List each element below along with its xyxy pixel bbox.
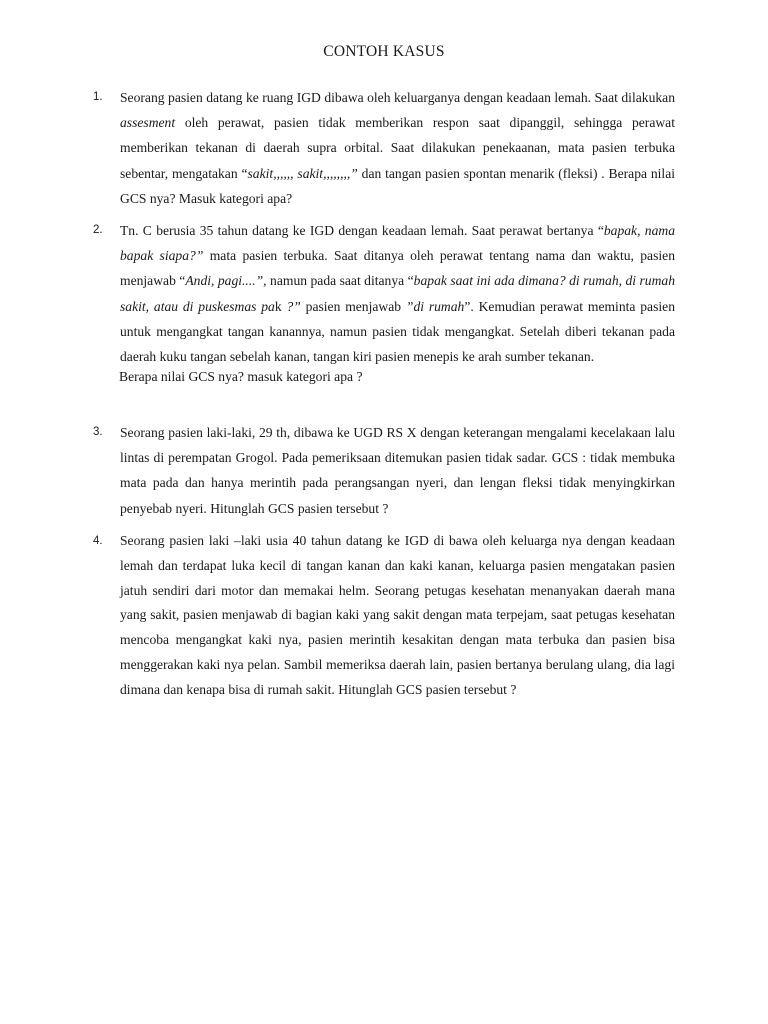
case-question: Berapa nilai GCS nya? masuk kategori apa ? (119, 369, 363, 385)
case-number: 4. (93, 535, 103, 547)
case-number: 2. (93, 224, 103, 236)
case-number: 3. (93, 426, 103, 438)
case-paragraph: Seorang pasien laki-laki, 29 th, dibawa ke UGD RS X dengan keterangan mengalami kecelakaan lalu lintas di perempatan Grogol. Pada pemeriksaan ditemukan pasien tidak sadar. GCS : tidak membuka mata pada dan hanya merintih pada perangsangan nyeri, dan lengan fleksi tidak menyingkirkan penyebab nyeri. Hitunglah GCS pasien tersebut ? (120, 425, 675, 516)
case-text: ”. Kemudian perawat meminta pasien untuk mengangkat tangan kanannya, namun pasien tidak mengangkat. Setelah diberi tekanan pada daerah kuku tangan sebelah kanan, tangan kiri pasien menepis ke arah sumber tekanan. (120, 298, 675, 365)
case-text: Tn. C berusia 35 tahun datang ke IGD dengan keadaan lemah. Saat perawat bertanya “ (120, 223, 604, 238)
case-emphasis: ?” (286, 298, 301, 314)
case-text: dan tangan pasien spontan menarik (fleksi) . Berapa nilai GCS nya? Masuk kategori apa? (120, 165, 676, 206)
case-emphasis: bapak saat ini ada dimana? di rumah, di rumah sakit, atau di puskesmas pa (120, 273, 675, 314)
case-emphasis: sakit,,,,,, sakit,,,,,,,,” (247, 165, 358, 181)
case-text: namun pada saat ditanya “ (266, 273, 414, 289)
case-emphasis: Andi, pagi....”, (185, 273, 267, 289)
case-emphasis: bapak, nama bapak siapa?” (120, 223, 675, 264)
case-body (120, 85, 675, 211)
page-title: CONTOH KASUS (323, 43, 445, 60)
case-text: Seorang pasien datang ke ruang IGD dibawa oleh keluarganya dengan keadaan lemah. Saat dilakukan (120, 90, 675, 105)
case-body (120, 420, 675, 521)
case-text: pasien menjawab (300, 298, 406, 314)
case-body (120, 218, 675, 385)
case-number: 1. (93, 91, 103, 103)
case-emphasis: ”di rumah (405, 298, 465, 314)
case-emphasis: assesment (120, 115, 176, 131)
case-text: oleh perawat, pasien tidak memberikan respon saat dipanggil, sehingga perawat memberikan tekanan di daerah supra orbital. Saat dilakukan penekaanan, mata pasien terbuka sebentar, mengatakan “ (120, 115, 675, 181)
case-paragraph: Seorang pasien laki –laki usia 40 tahun datang ke IGD di bawa oleh keluarga nya dengan keadaan lemah dan terdapat luka kecil di tangan kanan dan kaki kanan, keluarga pasien mengatakan pasien jatuh sendiri dari motor dan memakai helm. Seorang petugas kesehatan menanyakan daerah mana yang sakit, pasien menjawab di bagian kaki yang sakit dengan mata terpejam, saat petugas kesehatan mencoba mengangkat kaki nya, pasien merintih kesakitan dengan mata terbuka dan pasien bisa menggerakan kaki nya pelan. Sambil memeriksa daerah lain, pasien bertanya berulang ulang, dia lagi dimana dan kenapa bisa di rumah sakit. Hitunglah GCS pasien tersebut ? (120, 533, 675, 697)
case-paragraph (120, 218, 675, 369)
case-body (120, 529, 675, 703)
case-text: k (274, 298, 287, 314)
case-text: mata pasien terbuka. Saat ditanya oleh perawat tentang nama dan waktu, pasien menjawab “ (120, 248, 675, 289)
case-paragraph (120, 85, 675, 211)
